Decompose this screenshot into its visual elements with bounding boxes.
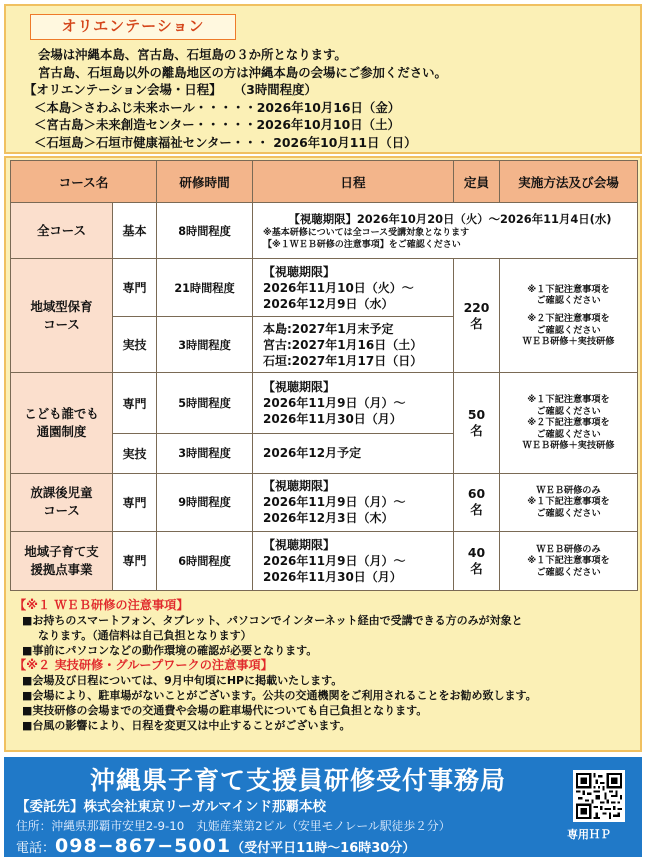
course-name: 全コース bbox=[11, 203, 113, 259]
qr-label: 専用ＨＰ bbox=[567, 828, 611, 841]
note-item: ■会場及び日程については、9月中旬頃にHPに掲載いたします。 bbox=[22, 674, 343, 687]
method-line: ＷＥＢ研修＋実技研修 bbox=[522, 440, 615, 452]
course-hours: 9時間程度 bbox=[157, 473, 253, 531]
course-hours: 5時間程度 bbox=[157, 373, 253, 433]
method-line: ※２下記注意事項を bbox=[527, 417, 610, 429]
course-name bbox=[11, 373, 113, 473]
orientation-line: 宮古島、石垣島以外の離島地区の方は沖縄本島の会場にご参加ください。 bbox=[38, 64, 447, 80]
course-name-line: コース bbox=[43, 316, 80, 332]
course-kind: 専門 bbox=[113, 373, 157, 433]
method-line: ※１下記注意事項を bbox=[527, 555, 610, 567]
schedule-line: 石垣:2027年1月17日（日） bbox=[263, 353, 423, 368]
table-row bbox=[11, 203, 638, 259]
table-row bbox=[11, 259, 638, 317]
footer-address: 住所：沖縄県那覇市安里2-9-10 丸姫産業第2ビル（安里モノレール駅徒歩２分） bbox=[16, 819, 451, 833]
course-schedule bbox=[253, 373, 454, 433]
course-name-line: 放課後児童 bbox=[30, 485, 93, 501]
orientation-text bbox=[24, 46, 447, 151]
note-item: ■事前にパソコンなどの動作環境の確認が必要となります。 bbox=[22, 644, 318, 657]
course-hours: 8時間程度 bbox=[157, 203, 253, 259]
schedule-line: 2026年11月10日（火）～ bbox=[263, 280, 414, 295]
course-capacity bbox=[454, 373, 500, 473]
phone-label: 電話： bbox=[16, 841, 56, 856]
footer-organization: 【委託先】株式会社東京リーガルマインド那覇本校 bbox=[16, 799, 326, 815]
header-course: コース名 bbox=[11, 161, 157, 203]
note-item: ■会場により、駐車場がないことがございます。公共の交通機関をご利用されることをお勧め致します。 bbox=[22, 689, 537, 702]
course-schedule bbox=[253, 317, 454, 373]
capacity-unit: 名 bbox=[470, 315, 483, 331]
orientation-title: オリエンテーション bbox=[30, 14, 236, 40]
header-hours: 研修時間 bbox=[157, 161, 253, 203]
schedule-line: 本島:2027年1月末予定 bbox=[263, 321, 394, 336]
schedule-note: ※基本研修については全コース受講対象となります bbox=[263, 227, 470, 238]
course-name bbox=[11, 473, 113, 531]
method-line: ご確認ください bbox=[536, 324, 601, 336]
schedule-line: 【視聴期限】 bbox=[263, 479, 336, 494]
course-name-line: 援拠点事業 bbox=[30, 561, 93, 577]
method-line: ＷＥＢ研修＋実技研修 bbox=[522, 336, 615, 348]
orientation-line: 会場は沖縄本島、宮古島、石垣島の３か所となります。 bbox=[38, 47, 347, 62]
note-item: なります。（通信料は自己負担となります） bbox=[38, 629, 252, 642]
table-row bbox=[11, 373, 638, 433]
schedule-line: 2026年12月予定 bbox=[263, 446, 362, 461]
note-item: ■お持ちのスマートフォン、タブレット、パソコンでインターネット経由で受講できる方のみが対象と bbox=[22, 614, 523, 627]
table-header-row bbox=[11, 161, 638, 203]
course-schedule bbox=[253, 433, 454, 473]
table-row bbox=[11, 531, 638, 590]
capacity-number: 60 bbox=[467, 486, 486, 502]
course-schedule bbox=[253, 531, 454, 590]
course-hours: 3時間程度 bbox=[157, 433, 253, 473]
schedule-line: 2026年11月30日（月） bbox=[263, 569, 402, 584]
capacity-unit: 名 bbox=[470, 502, 483, 518]
course-kind: 基本 bbox=[113, 203, 157, 259]
schedule-line: 2026年12月9日（水） bbox=[263, 296, 394, 311]
course-kind: 専門 bbox=[113, 473, 157, 531]
header-method: 実施方法及び会場 bbox=[500, 161, 638, 203]
schedule-line: 2026年11月9日（月）～ bbox=[263, 396, 406, 411]
course-hours: 3時間程度 bbox=[157, 317, 253, 373]
note-item: ■台風の影響により、日程を変更又は中止することがございます。 bbox=[22, 719, 351, 732]
course-method bbox=[500, 473, 638, 531]
schedule-note: 【※１ＷＥＢ研修の注意事項】をご確認ください bbox=[263, 239, 461, 250]
schedule-line: 2026年12月3日（木） bbox=[263, 511, 394, 526]
footer-phone bbox=[16, 835, 415, 857]
course-name bbox=[11, 531, 113, 590]
method-line: ご確認ください bbox=[536, 566, 601, 578]
web-notes-title: 【※１ ＷＥＢ研修の注意事項】 bbox=[14, 598, 189, 612]
method-line: ご確認ください bbox=[536, 405, 601, 417]
course-hours: 21時間程度 bbox=[157, 259, 253, 317]
capacity-number: 40 bbox=[467, 544, 486, 560]
course-name-line: 地域子育て支 bbox=[24, 543, 99, 559]
orientation-line: ＜本島＞さわふじ未来ホール・・・・・2026年10月16日（金） bbox=[34, 99, 401, 115]
practical-notes-title: 【※２ 実技研修・グループワークの注意事項】 bbox=[14, 658, 273, 672]
course-table bbox=[10, 160, 638, 591]
schedule-line: 2026年11月9日（月）～ bbox=[263, 553, 406, 568]
notes-section bbox=[14, 598, 537, 733]
schedule-line: 【視聴期限】 bbox=[263, 380, 336, 395]
course-capacity bbox=[454, 473, 500, 531]
header-capacity: 定員 bbox=[454, 161, 500, 203]
course-kind: 専門 bbox=[113, 259, 157, 317]
method-line: ご確認ください bbox=[536, 295, 601, 307]
method-line: ※１下記注意事項を bbox=[527, 283, 610, 295]
capacity-number: 220 bbox=[463, 299, 490, 315]
course-capacity bbox=[454, 531, 500, 590]
course-name bbox=[11, 259, 113, 373]
schedule-line: 【視聴期限】 bbox=[263, 264, 336, 279]
header-schedule: 日程 bbox=[253, 161, 454, 203]
course-kind: 実技 bbox=[113, 317, 157, 373]
course-kind: 専門 bbox=[113, 531, 157, 590]
schedule-line: 【視聴期限】 bbox=[263, 537, 336, 552]
orientation-line: 【オリエンテーション会場・日程】 （3時間程度） bbox=[24, 82, 317, 97]
course-name-line: 通園制度 bbox=[36, 424, 87, 440]
method-line: ※２下記注意事項を bbox=[527, 313, 610, 325]
orientation-box bbox=[4, 4, 642, 154]
phone-hours: （受付平日11時～16時30分） bbox=[231, 841, 416, 856]
footer-title: 沖縄県子育て支援員研修受付事務局 bbox=[90, 766, 507, 795]
capacity-unit: 名 bbox=[470, 560, 483, 576]
course-method bbox=[500, 259, 638, 373]
course-schedule bbox=[253, 473, 454, 531]
table-row bbox=[11, 473, 638, 531]
course-name-line: こども誰でも bbox=[24, 406, 99, 422]
course-schedule bbox=[253, 203, 638, 259]
orientation-line: ＜宮古島＞未来創造センター・・・・・2026年10月10日（土） bbox=[34, 117, 400, 132]
contact-footer bbox=[4, 757, 642, 857]
course-name-line: 地域型保育 bbox=[30, 298, 93, 314]
schedule-line: 宮古:2027年1月16日（土） bbox=[263, 337, 423, 352]
schedule-line: 2026年11月30日（月） bbox=[263, 412, 402, 427]
capacity-unit: 名 bbox=[470, 423, 483, 439]
course-name-line: コース bbox=[43, 503, 80, 519]
method-line: ※１下記注意事項を bbox=[527, 496, 610, 508]
phone-number[interactable]: 098−867−5001 bbox=[55, 835, 232, 857]
course-hours: 6時間程度 bbox=[157, 531, 253, 590]
method-line: ＷＥＢ研修のみ bbox=[536, 484, 601, 496]
qr-code-icon[interactable] bbox=[573, 770, 625, 822]
method-line: ご確認ください bbox=[536, 508, 601, 520]
orientation-line: ＜石垣島＞石垣市健康福祉センター・・・ 2026年10月11日（日） bbox=[34, 134, 417, 150]
method-line: ご確認ください bbox=[536, 428, 601, 440]
course-method bbox=[500, 531, 638, 590]
capacity-number: 50 bbox=[467, 407, 486, 423]
course-capacity bbox=[454, 259, 500, 373]
method-line: ※１下記注意事項を bbox=[527, 394, 610, 406]
method-line: ＷＥＢ研修のみ bbox=[536, 543, 601, 555]
schedule-line: 2026年11月9日（月）～ bbox=[263, 495, 406, 510]
course-kind: 実技 bbox=[113, 433, 157, 473]
schedule-main: 【視聴期限】2026年10月20日（火）～2026年11月4日(水) bbox=[288, 211, 612, 226]
course-schedule bbox=[253, 259, 454, 317]
note-item: ■実技研修の会場までの交通費や会場の駐車場代についても自己負担となります。 bbox=[22, 704, 428, 717]
course-section bbox=[4, 156, 642, 752]
course-method bbox=[500, 373, 638, 473]
